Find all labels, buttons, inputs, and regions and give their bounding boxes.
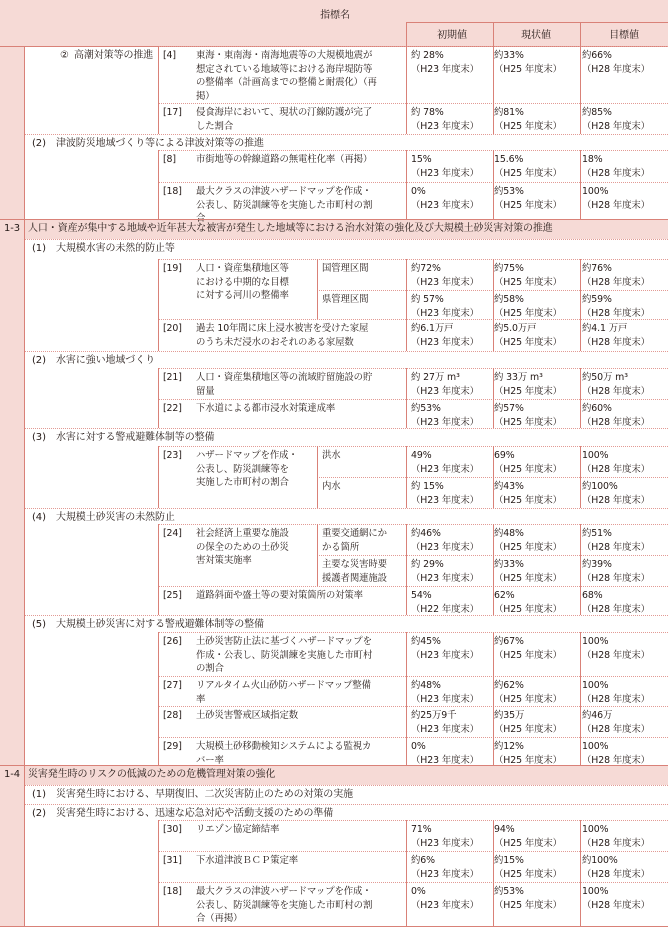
column-rule [158, 851, 159, 882]
indicator-name: 土砂災害防止法に基づくハザードマップを 作成・公表し、防災訓練を実施した市町村 の割合 [196, 636, 373, 674]
column-rule [317, 446, 318, 477]
subsection-label: 高潮対策等の推進 [74, 50, 154, 61]
indicator-subcategory: 主要な災害時要 援護者関連施設 [322, 559, 387, 584]
indicator-number: [28] [163, 710, 182, 721]
initial-value: 49% （H23 年度末） [411, 450, 479, 475]
indicator-name: 人口・資産集積地区等 における中期的な目標 に対する河川の整備率 [196, 263, 289, 301]
row-rule [158, 820, 668, 821]
column-rule [493, 46, 494, 103]
initial-value: 約6.1万戸 （H23 年度末） [411, 323, 479, 348]
column-rule [406, 737, 407, 765]
row-rule [158, 524, 668, 525]
section-title: 大規模土砂災害の未然防止 [56, 512, 175, 523]
section-number: (2) [32, 138, 46, 149]
initial-value: 0% （H23 年度末） [411, 886, 479, 911]
current-value: 15.6% （H25 年度末） [494, 154, 562, 179]
chapter-title: 人口・資産が集中する地域や近年甚大な被害が発生した地域等における治水対策の強化及び大規模土砂災害対策の推進 [28, 223, 553, 234]
header-col-current: 現状値 [521, 30, 551, 41]
initial-value: 54% （H22 年度末） [411, 590, 479, 615]
initial-value: 0% （H23 年度末） [411, 186, 479, 211]
indicator-number: [8] [163, 154, 176, 165]
section-number: (1) [32, 243, 46, 254]
column-rule [317, 290, 318, 319]
column-rule [317, 259, 318, 290]
target-value: 100% （H28 年度末） [582, 450, 650, 475]
column-rule [158, 46, 159, 103]
initial-value: 約 28% （H23 年度末） [411, 50, 479, 75]
column-rule [493, 586, 494, 615]
indicator-number: [29] [163, 741, 182, 752]
section-number: (1) [32, 789, 46, 800]
initial-value: 約45% （H23 年度末） [411, 636, 479, 661]
indicator-number: [19] [163, 263, 182, 274]
target-value: 100% （H28 年度末） [582, 636, 650, 661]
target-value: 100% （H28 年度末） [582, 186, 650, 211]
chapter-title: 災害発生時のリスクの低減のための危機管理対策の強化 [28, 769, 276, 780]
column-rule [580, 820, 581, 851]
row-rule [24, 351, 668, 352]
initial-value: 約46% （H23 年度末） [411, 528, 479, 553]
initial-value: 約 29% （H23 年度末） [411, 559, 479, 584]
chapter-number: 1-3 [4, 223, 21, 234]
column-rule [406, 368, 407, 399]
column-rule [580, 676, 581, 706]
column-rule [158, 676, 159, 706]
column-rule [493, 632, 494, 676]
current-value: 約35万 （H25 年度末） [494, 710, 562, 735]
column-rule [406, 319, 407, 351]
column-rule [580, 150, 581, 182]
initial-value: 約 15% （H23 年度末） [411, 481, 479, 506]
row-rule [24, 239, 668, 240]
target-value: 約46万 （H28 年度末） [582, 710, 650, 735]
indicator-number: [27] [163, 680, 182, 691]
row-rule [158, 851, 668, 852]
row-rule [158, 737, 668, 738]
initial-value: 約53% （H23 年度末） [411, 403, 479, 428]
section-title: 大規模土砂災害に対する警戒避難体制等の整備 [56, 619, 264, 630]
column-rule [158, 182, 159, 219]
header-col-target: 目標値 [609, 30, 639, 41]
column-rule [580, 290, 581, 319]
row-rule [24, 615, 668, 616]
column-rule [158, 632, 159, 676]
indicator-name: 最大クラスの津波ハザードマップを作成・ 公表し、防災訓練等を実施した市町村の割 合（再掲） [196, 886, 373, 924]
indicator-subcategory: 国管理区間 [322, 263, 369, 274]
column-rule [406, 103, 407, 134]
column-rule [493, 524, 494, 555]
indicator-number: [18] [163, 186, 182, 197]
column-rule [580, 446, 581, 477]
indicator-number: [25] [163, 590, 182, 601]
column-rule [406, 882, 407, 927]
indicator-name: 社会経済上重要な施設 の保全のための土砂災 害対策実施率 [196, 528, 289, 566]
section-title: 災害発生時における、迅速な応急対応や活動支援のための準備 [56, 808, 334, 819]
row-rule [158, 586, 668, 587]
current-value: 約57% （H25 年度末） [494, 403, 562, 428]
current-value: 約81% （H25 年度末） [494, 107, 562, 132]
indicator-number: [30] [163, 824, 182, 835]
column-rule [406, 399, 407, 428]
initial-value: 約 57% （H23 年度末） [411, 294, 479, 319]
column-rule [406, 150, 407, 182]
column-rule [406, 182, 407, 219]
column-rule [406, 820, 407, 851]
target-value: 100% （H28 年度末） [582, 741, 650, 766]
row-rule [158, 676, 668, 677]
target-value: 約66% （H28 年度末） [582, 50, 650, 75]
target-value: 約100% （H28 年度末） [582, 855, 650, 880]
current-value: 69% （H25 年度末） [494, 450, 562, 475]
target-value: 約76% （H28 年度末） [582, 263, 650, 288]
column-rule [317, 477, 318, 508]
section-title: 災害発生時における、早期復旧、二次災害防止のための対策の実施 [56, 789, 353, 800]
current-value: 約12% （H25 年度末） [494, 741, 562, 766]
row-rule [158, 150, 668, 151]
column-rule [406, 477, 407, 508]
row-rule [158, 319, 668, 320]
indicator-name: 道路斜面や盛土等の要対策箇所の対策率 [196, 590, 363, 601]
column-rule [158, 446, 159, 477]
column-rule [158, 150, 159, 182]
row-rule [24, 428, 668, 429]
column-rule [580, 399, 581, 428]
current-value: 約33% （H25 年度末） [494, 50, 562, 75]
column-rule [580, 524, 581, 555]
column-rule [158, 737, 159, 765]
initial-value: 約6% （H23 年度末） [411, 855, 479, 880]
current-value: 約5.0万戸 （H25 年度末） [494, 323, 562, 348]
row-rule [24, 134, 668, 135]
current-value: 約53% （H25 年度末） [494, 886, 562, 911]
section-number: (2) [32, 808, 46, 819]
column-rule [580, 319, 581, 351]
indicator-subcategory: 洪水 [322, 450, 341, 461]
indicator-name: 東海・東南海・南海地震等の大規模地震が 想定されている地域等における海岸堤防等 の整備率（計画高までの整備と耐震化）（再 掲） [196, 50, 377, 102]
column-rule [580, 477, 581, 508]
column-rule [580, 22, 581, 46]
section-number: (5) [32, 619, 46, 630]
section-title: 津波防災地域づくり等による津波対策等の推進 [56, 138, 264, 149]
column-rule [493, 446, 494, 477]
target-value: 約50万 m³ （H28 年度末） [582, 372, 650, 397]
current-value: 約 33万 m³ （H25 年度末） [494, 372, 562, 397]
section-number: (4) [32, 512, 46, 523]
initial-value: 約 27万 m³ （H23 年度末） [411, 372, 479, 397]
indicator-name: リエゾン協定締結率 [196, 824, 280, 835]
column-rule [406, 586, 407, 615]
column-rule [493, 368, 494, 399]
target-value: 100% （H28 年度末） [582, 824, 650, 849]
column-rule [158, 555, 159, 586]
target-value: 約51% （H28 年度末） [582, 528, 650, 553]
section-number: (3) [32, 432, 46, 443]
indicator-name: 最大クラスの津波ハザードマップを作成・ 公表し、防災訓練等を実施した市町村の割 [196, 186, 373, 211]
column-rule [406, 555, 407, 586]
indicator-name: 下水道津波ＢＣＰ策定率 [196, 855, 299, 866]
current-value: 約43% （H25 年度末） [494, 481, 562, 506]
indicator-number: [23] [163, 450, 182, 461]
target-value: 68% （H28 年度末） [582, 590, 650, 615]
column-rule [317, 555, 318, 586]
indicator-name: リアルタイム火山砂防ハザードマップ整備 率 [196, 680, 371, 705]
indicator-number: [22] [163, 403, 182, 414]
column-rule [158, 524, 159, 555]
initial-value: 約48% （H23 年度末） [411, 680, 479, 705]
current-value: 約53% （H25 年度末） [494, 186, 562, 211]
column-rule [580, 555, 581, 586]
initial-value: 約25万9千 （H23 年度末） [411, 710, 479, 735]
column-rule [406, 46, 407, 103]
column-rule [493, 820, 494, 851]
column-rule [158, 586, 159, 615]
column-rule [158, 103, 159, 134]
target-value: 約39% （H28 年度末） [582, 559, 650, 584]
indicator-number: [18] [163, 886, 182, 897]
row-rule [24, 804, 668, 805]
initial-value: 約72% （H23 年度末） [411, 263, 479, 288]
left-margin-band [0, 46, 24, 927]
row-rule [0, 219, 668, 220]
current-value: 約62% （H25 年度末） [494, 680, 562, 705]
column-rule [406, 22, 407, 46]
column-rule [158, 368, 159, 399]
column-rule [493, 399, 494, 428]
target-value: 18% （H28 年度末） [582, 154, 650, 179]
target-value: 約100% （H28 年度末） [582, 481, 650, 506]
row-rule [24, 508, 668, 509]
target-value: 100% （H28 年度末） [582, 886, 650, 911]
column-rule [580, 103, 581, 134]
column-rule [493, 319, 494, 351]
column-rule [24, 46, 25, 927]
indicator-subcategory: 重要交通網にか かる箇所 [322, 528, 387, 553]
row-rule [158, 46, 668, 47]
column-rule [493, 882, 494, 927]
column-rule [493, 182, 494, 219]
indicator-name: 侵食海岸において、現状の汀線防護が完了 した割合 [196, 107, 373, 132]
subsection-marker: ② [60, 50, 69, 61]
indicator-name: 土砂災害警戒区域指定数 [196, 710, 299, 721]
column-rule [580, 259, 581, 290]
column-rule [158, 882, 159, 927]
column-rule [158, 706, 159, 737]
row-rule [158, 706, 668, 707]
target-value: 約59% （H28 年度末） [582, 294, 650, 319]
target-value: 約85% （H28 年度末） [582, 107, 650, 132]
row-rule [158, 182, 668, 183]
column-rule [580, 368, 581, 399]
column-rule [406, 259, 407, 290]
column-rule [493, 290, 494, 319]
row-rule [0, 765, 668, 766]
indicator-number: [21] [163, 372, 182, 383]
indicator-name: 市街地等の幹線道路の無電柱化率（再掲） [196, 154, 373, 165]
column-rule [158, 319, 159, 351]
row-rule [158, 632, 668, 633]
row-rule [158, 446, 668, 447]
target-value: 100% （H28 年度末） [582, 680, 650, 705]
column-rule [406, 290, 407, 319]
current-value: 約75% （H25 年度末） [494, 263, 562, 288]
row-rule [158, 259, 668, 260]
column-rule [580, 737, 581, 765]
header-col-initial: 初期値 [437, 30, 467, 41]
column-rule [406, 632, 407, 676]
current-value: 94% （H25 年度末） [494, 824, 562, 849]
column-rule [158, 399, 159, 428]
column-rule [493, 706, 494, 737]
column-rule [580, 706, 581, 737]
section-title: 水害に強い地域づくり [56, 355, 155, 366]
indicator-number: [24] [163, 528, 182, 539]
row-rule [24, 785, 668, 786]
column-rule [580, 586, 581, 615]
current-value: 約33% （H25 年度末） [494, 559, 562, 584]
column-rule [493, 851, 494, 882]
column-rule [406, 524, 407, 555]
indicator-name: 過去 10年間に床上浸水被害を受けた家屋 のうち未だ浸水のおそれのある家屋数 [196, 323, 369, 348]
column-rule [493, 103, 494, 134]
indicator-number: [26] [163, 636, 182, 647]
column-rule [406, 851, 407, 882]
indicator-number: [31] [163, 855, 182, 866]
column-rule [580, 632, 581, 676]
initial-value: 15% （H23 年度末） [411, 154, 479, 179]
initial-value: 約 78% （H23 年度末） [411, 107, 479, 132]
indicator-subcategory: 県管理区間 [322, 294, 369, 305]
column-rule [406, 706, 407, 737]
indicator-number: [17] [163, 107, 182, 118]
column-rule [493, 22, 494, 46]
column-rule [158, 820, 159, 851]
indicator-number: [4] [163, 50, 176, 61]
column-rule [493, 259, 494, 290]
column-rule [493, 555, 494, 586]
chapter-number: 1-4 [4, 769, 21, 780]
column-rule [158, 259, 159, 290]
section-number: (2) [32, 355, 46, 366]
current-value: 約15% （H25 年度末） [494, 855, 562, 880]
current-value: 62% （H25 年度末） [494, 590, 562, 615]
indicator-subcategory: 内水 [322, 481, 341, 492]
column-rule [406, 676, 407, 706]
column-rule [158, 477, 159, 508]
current-value: 約67% （H25 年度末） [494, 636, 562, 661]
indicator-number: [20] [163, 323, 182, 334]
indicator-name: 大規模土砂移動検知システムによる監視カ バー率 [196, 741, 372, 766]
column-rule [493, 676, 494, 706]
column-rule [158, 290, 159, 319]
target-value: 約4.1 万戸 （H28 年度末） [582, 323, 650, 348]
row-rule [158, 103, 668, 104]
section-title: 水害に対する警戒避難体制等の整備 [56, 432, 215, 443]
column-rule [580, 182, 581, 219]
column-rule [580, 851, 581, 882]
row-rule [158, 399, 668, 400]
column-rule [493, 737, 494, 765]
indicator-name: 下水道による都市浸水対策達成率 [196, 403, 336, 414]
column-rule [493, 150, 494, 182]
header-title: 指標名 [320, 10, 350, 21]
row-rule [158, 882, 668, 883]
indicator-name: ハザードマップを作成・ 公表し、防災訓練等を 実施した市町村の割合 [196, 450, 298, 488]
initial-value: 0% （H23 年度末） [411, 741, 479, 766]
target-value: 約60% （H28 年度末） [582, 403, 650, 428]
column-rule [493, 477, 494, 508]
initial-value: 71% （H23 年度末） [411, 824, 479, 849]
current-value: 約58% （H25 年度末） [494, 294, 562, 319]
column-rule [317, 524, 318, 555]
row-rule [158, 368, 668, 369]
section-title: 大規模水害の未然的防止等 [56, 243, 175, 254]
column-rule [580, 46, 581, 103]
current-value: 約48% （H25 年度末） [494, 528, 562, 553]
column-rule [580, 882, 581, 927]
column-rule [406, 446, 407, 477]
row-rule [406, 22, 668, 23]
indicator-name: 人口・資産集積地区等の流域貯留施設の貯 留量 [196, 372, 373, 397]
